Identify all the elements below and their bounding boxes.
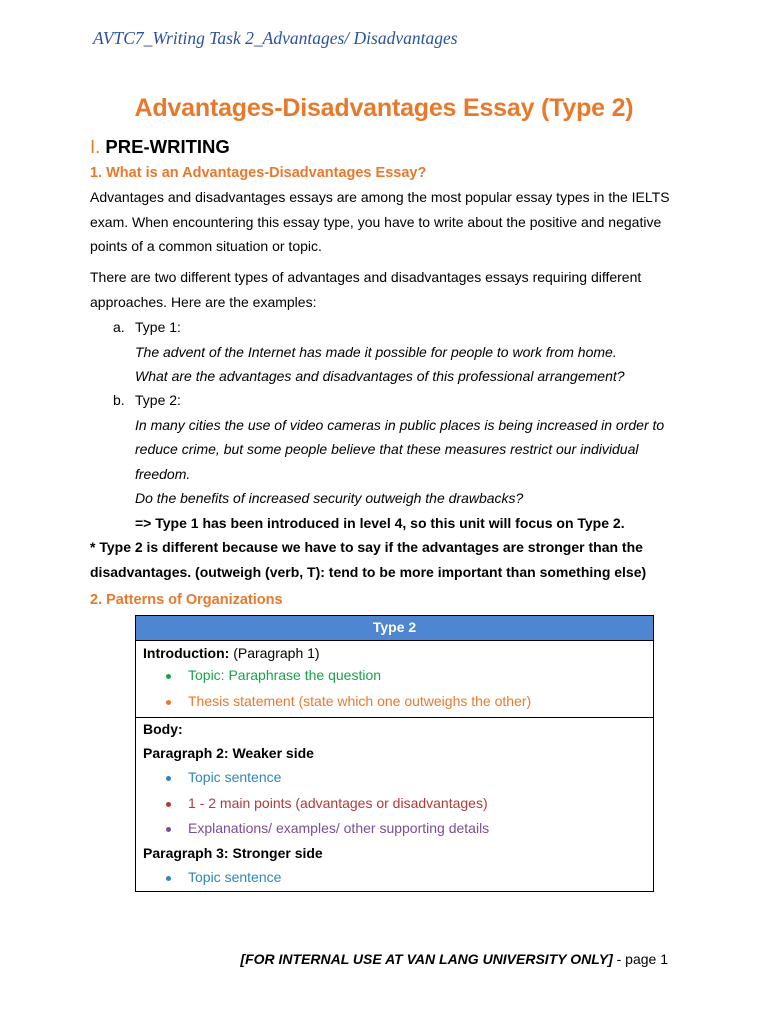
- intro-label-rest: (Paragraph 1): [229, 645, 320, 661]
- type2-focus-note: => Type 1 has been introduced in level 4, so this unit will focus on Type 2.: [135, 514, 625, 531]
- list-marker-b: b.: [113, 392, 125, 408]
- p3-bullet-topic: Topic sentence: [188, 869, 282, 885]
- type1-example-line: What are the advantages and disadvantages of this professional arrangement?: [135, 368, 625, 384]
- page-footer: [240, 951, 668, 967]
- p2-bullet-explanations: Explanations/ examples/ other supporting details: [188, 820, 490, 836]
- text-line: disadvantages. (outweigh (verb, T): tend to be more important than something else): [90, 563, 647, 580]
- section-heading: [90, 136, 230, 158]
- page-title: Advantages-Disadvantages Essay (Type 2): [134, 94, 634, 122]
- footer-notice: [FOR INTERNAL USE AT VAN LANG UNIVERSITY ONLY]: [240, 951, 613, 967]
- text-line: approaches. Here are the examples:: [90, 293, 317, 310]
- star-note: [90, 535, 690, 584]
- bullet-icon: [166, 876, 171, 881]
- type2-example-line: In many cities the use of video cameras in public places is being increased in order to: [135, 416, 665, 433]
- text-line: exam. When encountering this essay type, you have to write about the positive and negative: [90, 213, 662, 230]
- text-line: points of a common situation or topic.: [90, 238, 322, 254]
- bullet-icon: [166, 700, 171, 705]
- text-line: There are two different types of advantages and disadvantages essays requiring different: [90, 269, 642, 285]
- p2-bullet-topic: Topic sentence: [188, 769, 282, 785]
- type2-example-line: Do the benefits of increased security outweigh the drawbacks?: [135, 490, 524, 506]
- type2-example-line: freedom.: [135, 465, 191, 482]
- bullet-icon: [166, 776, 171, 781]
- types-paragraph: [90, 265, 680, 314]
- section-label: PRE-WRITING: [105, 136, 230, 157]
- intro-bullet-topic: Topic: Paraphrase the question: [188, 667, 382, 683]
- table-header: Type 2: [136, 616, 653, 641]
- type2-block: [135, 388, 664, 535]
- type2-label: Type 2:: [135, 392, 181, 408]
- section-number: I.: [90, 136, 101, 157]
- bullet-icon: [166, 674, 171, 679]
- subheading-patterns: 2. Patterns of Organizations: [90, 592, 283, 608]
- organization-table: [135, 615, 654, 892]
- footer-page: - page 1: [612, 951, 668, 967]
- paragraph3-label: Paragraph 3: Stronger side: [143, 845, 323, 861]
- body-cell: [136, 718, 653, 893]
- p2-bullet-main-points: 1 - 2 main points (advantages or disadvantages): [188, 795, 488, 811]
- body-label: Body:: [143, 721, 183, 737]
- bullet-icon: [166, 802, 171, 807]
- type1-label: Type 1:: [135, 319, 181, 335]
- text-line: Advantages and disadvantages essays are among the most popular essay types in the IELTS: [90, 189, 670, 205]
- bullet-icon: [166, 827, 171, 832]
- intro-label: Introduction:: [143, 645, 230, 661]
- intro-paragraph: [90, 185, 680, 259]
- intro-bullet-thesis: Thesis statement (state which one outweighs the other): [188, 693, 532, 709]
- list-marker-a: a.: [113, 319, 125, 335]
- type2-example-line: reduce crime, but some people believe that these measures restrict our individual: [135, 441, 639, 457]
- type1-block: [135, 315, 625, 389]
- type1-example-line: The advent of the Internet has made it possible for people to work from home.: [135, 343, 617, 360]
- subheading-what-is: 1. What is an Advantages-Disadvantages Essay?: [90, 165, 427, 181]
- paragraph2-label: Paragraph 2: Weaker side: [143, 745, 314, 761]
- document-header: AVTC7_Writing Task 2_Advantages/ Disadvantages: [93, 28, 458, 48]
- intro-cell: [136, 641, 653, 718]
- text-line: * Type 2 is different because we have to say if the advantages are stronger than the: [90, 539, 643, 555]
- intro-heading: [143, 641, 320, 665]
